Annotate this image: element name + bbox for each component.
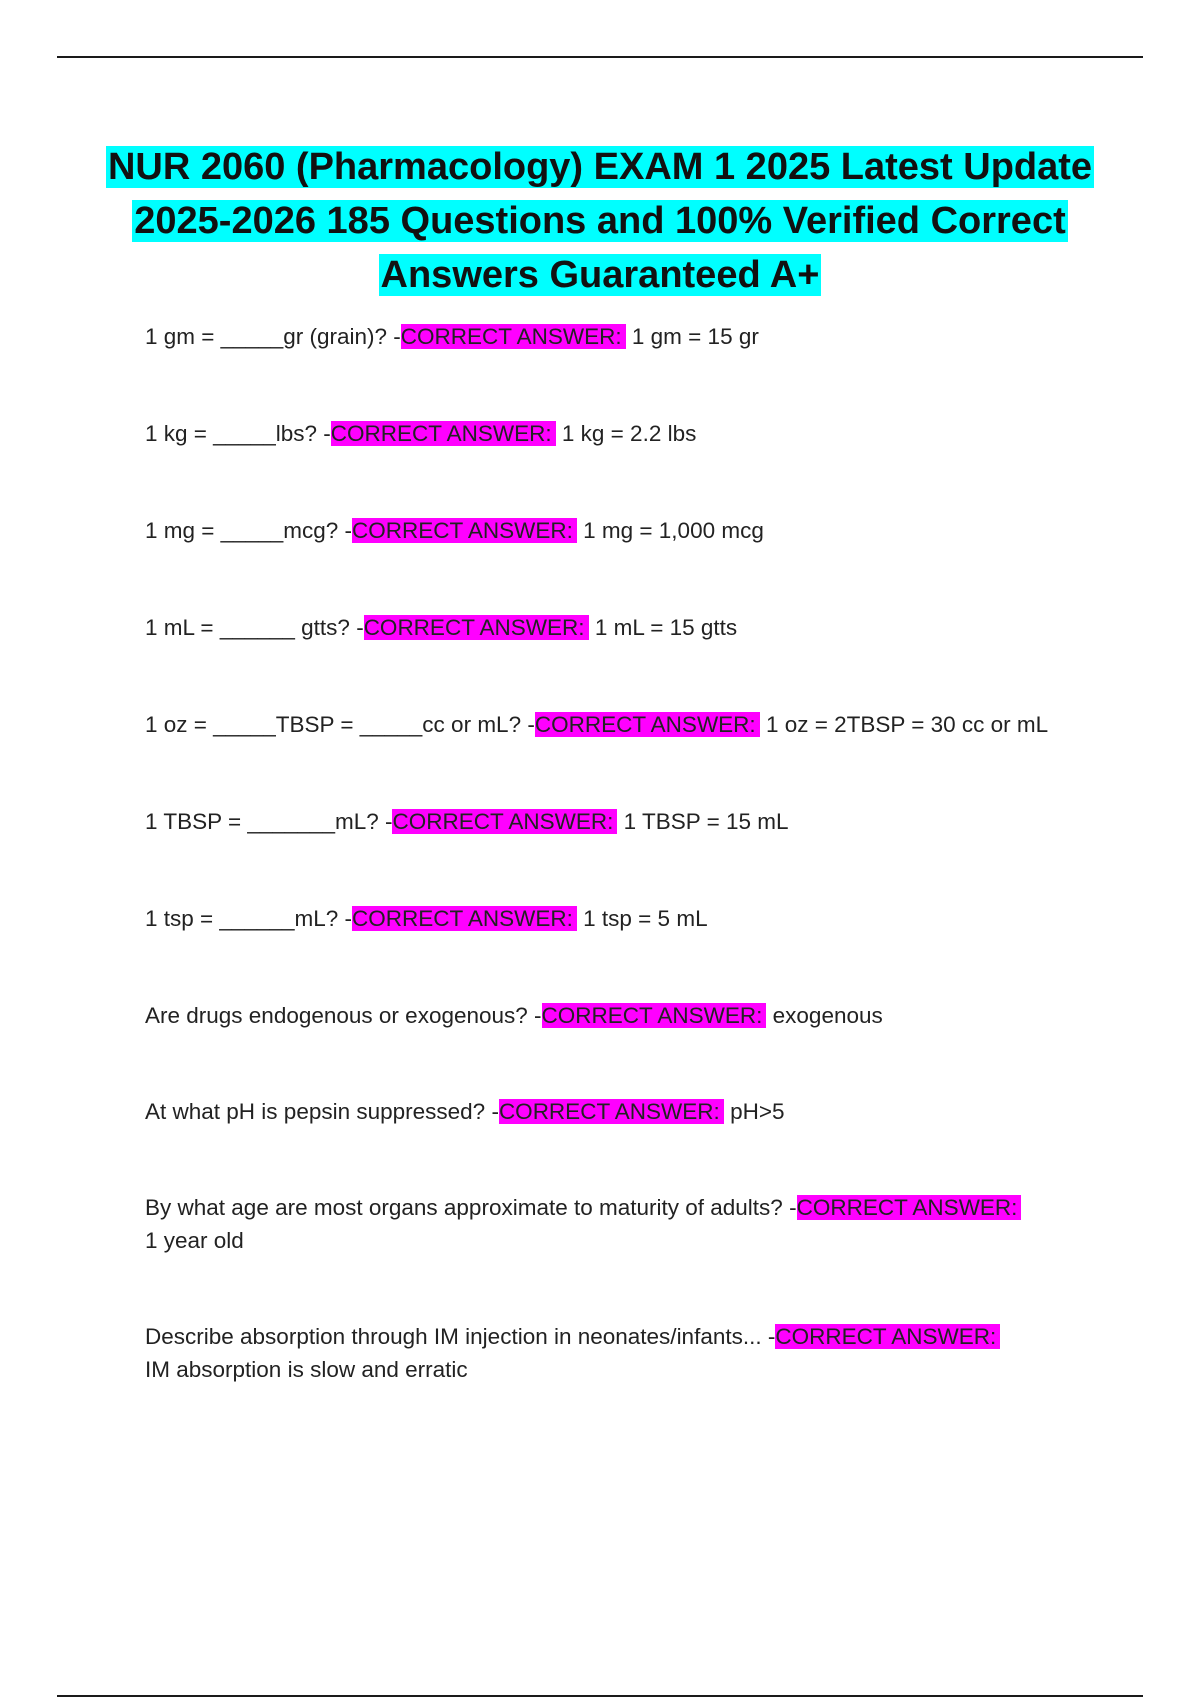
- qa-item: [145, 1320, 1105, 1386]
- answer-text: 1 mL = 15 gtts: [594, 615, 738, 640]
- qa-item: [145, 1095, 1105, 1128]
- correct-answer-label: CORRECT ANSWER:: [499, 1099, 724, 1124]
- answer-text: exogenous: [772, 1003, 883, 1028]
- correct-answer-label: CORRECT ANSWER:: [542, 1003, 767, 1028]
- footer-rule: [57, 1695, 1143, 1697]
- answer-text: pH>5: [730, 1099, 785, 1124]
- answer-text: 1 oz = 2TBSP = 30 cc or mL: [765, 712, 1049, 737]
- correct-answer-label: CORRECT ANSWER:: [364, 615, 589, 640]
- answer-text: 1 tsp = 5 mL: [583, 906, 708, 931]
- question-text: By what age are most organs approximate to maturity of adults? -: [145, 1195, 797, 1220]
- question-text: 1 mL = ______ gtts? -: [145, 615, 364, 640]
- answer-text: 1 year old: [145, 1228, 244, 1253]
- correct-answer-label: CORRECT ANSWER:: [535, 712, 760, 737]
- correct-answer-label: CORRECT ANSWER:: [352, 906, 577, 931]
- header-rule: [57, 56, 1143, 58]
- answer-text: 1 mg = 1,000 mcg: [583, 518, 764, 543]
- correct-answer-label: CORRECT ANSWER:: [797, 1195, 1022, 1220]
- correct-answer-label: CORRECT ANSWER:: [331, 421, 556, 446]
- answer-text: 1 gm = 15 gr: [631, 324, 759, 349]
- question-text: Are drugs endogenous or exogenous? -: [145, 1003, 542, 1028]
- correct-answer-label: CORRECT ANSWER:: [775, 1324, 1000, 1349]
- correct-answer-label: CORRECT ANSWER:: [392, 809, 617, 834]
- answer-text: 1 kg = 2.2 lbs: [561, 421, 697, 446]
- document-title: [100, 140, 1100, 302]
- qa-item: [145, 514, 1105, 547]
- answer-text: 1 TBSP = 15 mL: [623, 809, 789, 834]
- qa-item: [145, 1191, 1105, 1257]
- qa-item: [145, 320, 1105, 353]
- question-text: 1 oz = _____TBSP = _____cc or mL? -: [145, 712, 535, 737]
- question-text: 1 mg = _____mcg? -: [145, 518, 352, 543]
- correct-answer-label: CORRECT ANSWER:: [352, 518, 577, 543]
- question-text: 1 gm = _____gr (grain)? -: [145, 324, 401, 349]
- answer-text: IM absorption is slow and erratic: [145, 1357, 468, 1382]
- qa-item: [145, 708, 1105, 741]
- qa-item: [145, 417, 1105, 450]
- question-text: Describe absorption through IM injection in neonates/infants... -: [145, 1324, 776, 1349]
- question-text: 1 TBSP = _______mL? -: [145, 809, 393, 834]
- correct-answer-label: CORRECT ANSWER:: [401, 324, 626, 349]
- qa-item: [145, 902, 1105, 935]
- question-text: 1 tsp = ______mL? -: [145, 906, 353, 931]
- qa-item: [145, 805, 1105, 838]
- title-highlight: NUR 2060 (Pharmacology) EXAM 1 2025 Latest Update 2025-2026 185 Questions and 100% Verified Correct Answers Guaranteed A+: [107, 146, 1093, 296]
- qa-item: [145, 611, 1105, 644]
- question-text: 1 kg = _____lbs? -: [145, 421, 331, 446]
- question-text: At what pH is pepsin suppressed? -: [145, 1099, 499, 1124]
- qa-item: [145, 999, 1105, 1032]
